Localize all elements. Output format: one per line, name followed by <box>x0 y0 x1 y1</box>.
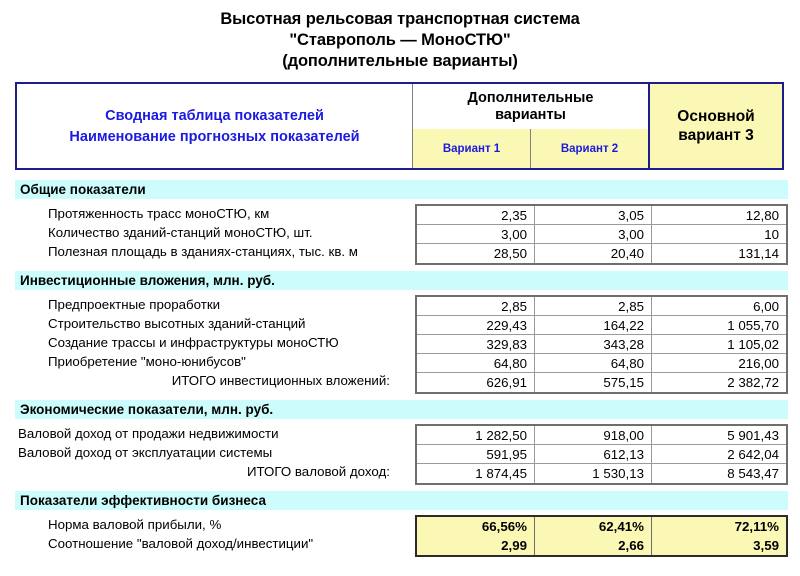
table-section <box>0 271 800 390</box>
section-title: Инвестиционные вложения, млн. руб. <box>20 273 275 288</box>
value-cell-variant-2: 1 530,13 <box>535 464 652 483</box>
value-cell-variant-2: 62,41% <box>535 517 652 536</box>
row-label: Полезная площадь в зданиях-станциях, тыс. кв. м <box>48 244 358 259</box>
value-cell-variant-3: 216,00 <box>738 355 779 371</box>
column-group-additional-label-line-2: варианты <box>495 106 566 123</box>
column-header-main-variant-line-1: Основной <box>677 108 755 125</box>
values-row <box>417 354 786 373</box>
column-header-variant-2: Вариант 2 <box>531 129 648 168</box>
row-label: Норма валовой прибыли, % <box>48 517 222 532</box>
value-cell-variant-2: 918,00 <box>535 426 652 444</box>
value-cell-variant-3: 3,59 <box>652 536 786 555</box>
value-cell-variant-2: 612,13 <box>535 445 652 463</box>
section-header-bar <box>15 491 788 510</box>
value-cell-variant-1: 626,91 <box>417 373 535 392</box>
value-cell-variant-2: 164,22 <box>535 316 652 334</box>
values-row <box>417 536 786 555</box>
value-cell-variant-3: 8 543,47 <box>727 466 779 481</box>
column-group-additional-label <box>413 84 648 129</box>
value-cell-variant-1: 2,99 <box>417 536 535 555</box>
value-cell-variant-2: 20,40 <box>535 244 652 263</box>
row-label: Строительство высотных зданий-станций <box>48 316 306 331</box>
row-label-total: ИТОГО инвестиционных вложений: <box>171 373 390 388</box>
page-title-line-2: "Ставрополь — МоноСТЮ" <box>289 31 511 49</box>
column-group-additional-label-line-1: Дополнительные <box>467 89 594 106</box>
section-rows <box>0 515 800 553</box>
section-header-bar <box>15 271 788 290</box>
values-row <box>417 225 786 244</box>
section-rows <box>0 424 800 481</box>
table-section <box>0 400 800 481</box>
row-label: Создание трассы и инфраструктуры моноСТЮ <box>48 335 339 350</box>
value-cell-variant-2: 3,05 <box>535 206 652 224</box>
values-row <box>417 297 786 316</box>
value-cell-variant-3: 1 105,02 <box>727 336 779 352</box>
values-row <box>417 373 786 392</box>
value-cell-variant-2: 3,00 <box>535 225 652 243</box>
section-spacer <box>0 170 800 180</box>
values-grid <box>415 295 788 394</box>
value-cell-variant-2: 64,80 <box>535 354 652 372</box>
values-row <box>417 244 786 263</box>
values-row <box>417 316 786 335</box>
value-cell-variant-3: 2 642,04 <box>727 446 779 462</box>
row-label: Соотношение "валовой доход/инвестиции" <box>48 536 314 551</box>
summary-title-line-1: Сводная таблица показателей <box>105 107 324 124</box>
column-header-variant-1: Вариант 1 <box>413 129 531 168</box>
values-row <box>417 517 786 536</box>
value-cell-variant-1: 591,95 <box>417 445 535 463</box>
value-cell-variant-2: 343,28 <box>535 335 652 353</box>
section-title: Общие показатели <box>20 182 146 197</box>
values-row <box>417 464 786 483</box>
section-rows <box>0 295 800 390</box>
column-header-main-variant <box>648 84 782 168</box>
table-section <box>0 180 800 261</box>
values-row <box>417 335 786 354</box>
column-header-main-variant-line-2: вариант 3 <box>678 127 754 144</box>
column-headers-variants <box>413 129 648 168</box>
values-grid <box>415 515 788 557</box>
value-cell-variant-2: 2,66 <box>535 536 652 555</box>
value-cell-variant-1: 329,83 <box>417 335 535 353</box>
value-cell-variant-1: 3,00 <box>417 225 535 243</box>
values-grid <box>415 204 788 265</box>
value-cell-variant-1: 1 874,45 <box>417 464 535 483</box>
value-cell-variant-3: 72,11% <box>652 517 786 536</box>
row-label: Количество зданий-станций моноСТЮ, шт. <box>48 225 313 240</box>
table-section <box>0 491 800 553</box>
section-title: Экономические показатели, млн. руб. <box>20 402 274 417</box>
section-rows <box>0 204 800 261</box>
row-label: Валовой доход от эксплуатации системы <box>18 445 273 460</box>
value-cell-variant-1: 28,50 <box>417 244 535 263</box>
value-cell-variant-1: 229,43 <box>417 316 535 334</box>
values-row <box>417 206 786 225</box>
value-cell-variant-3: 10 <box>764 226 779 242</box>
row-label-total: ИТОГО валовой доход: <box>246 464 390 479</box>
value-cell-variant-1: 64,80 <box>417 354 535 372</box>
value-cell-variant-3: 2 382,72 <box>727 375 779 390</box>
column-group-additional <box>413 84 648 168</box>
row-label: Предпроектные проработки <box>48 297 221 312</box>
row-label: Приобретение "моно-юнибусов" <box>48 354 246 369</box>
page-title-line-1: Высотная рельсовая транспортная система <box>220 10 580 28</box>
value-cell-variant-1: 66,56% <box>417 517 535 536</box>
value-cell-variant-1: 2,85 <box>417 297 535 315</box>
values-row <box>417 445 786 464</box>
row-label: Валовой доход от продажи недвижимости <box>18 426 279 441</box>
values-grid <box>415 424 788 485</box>
value-cell-variant-2: 2,85 <box>535 297 652 315</box>
page-title-line-3: (дополнительные варианты) <box>282 52 518 70</box>
table-header <box>15 82 784 170</box>
section-header-bar <box>15 400 788 419</box>
section-title: Показатели эффективности бизнеса <box>20 493 266 508</box>
value-cell-variant-3: 1 055,70 <box>727 317 779 333</box>
values-row <box>417 426 786 445</box>
value-cell-variant-1: 2,35 <box>417 206 535 224</box>
row-label: Протяженность трасс моноСТЮ, км <box>48 206 270 221</box>
value-cell-variant-3: 6,00 <box>753 298 779 314</box>
table-body <box>0 170 800 553</box>
value-cell-variant-3: 5 901,43 <box>727 427 779 443</box>
value-cell-variant-3: 131,14 <box>738 246 779 261</box>
value-cell-variant-2: 575,15 <box>535 373 652 392</box>
page-title <box>0 0 800 72</box>
value-cell-variant-1: 1 282,50 <box>417 426 535 444</box>
value-cell-variant-3: 12,80 <box>745 207 779 223</box>
table-header-summary <box>17 84 413 168</box>
section-header-bar <box>15 180 788 199</box>
summary-title-line-2: Наименование прогнозных показателей <box>69 128 360 145</box>
